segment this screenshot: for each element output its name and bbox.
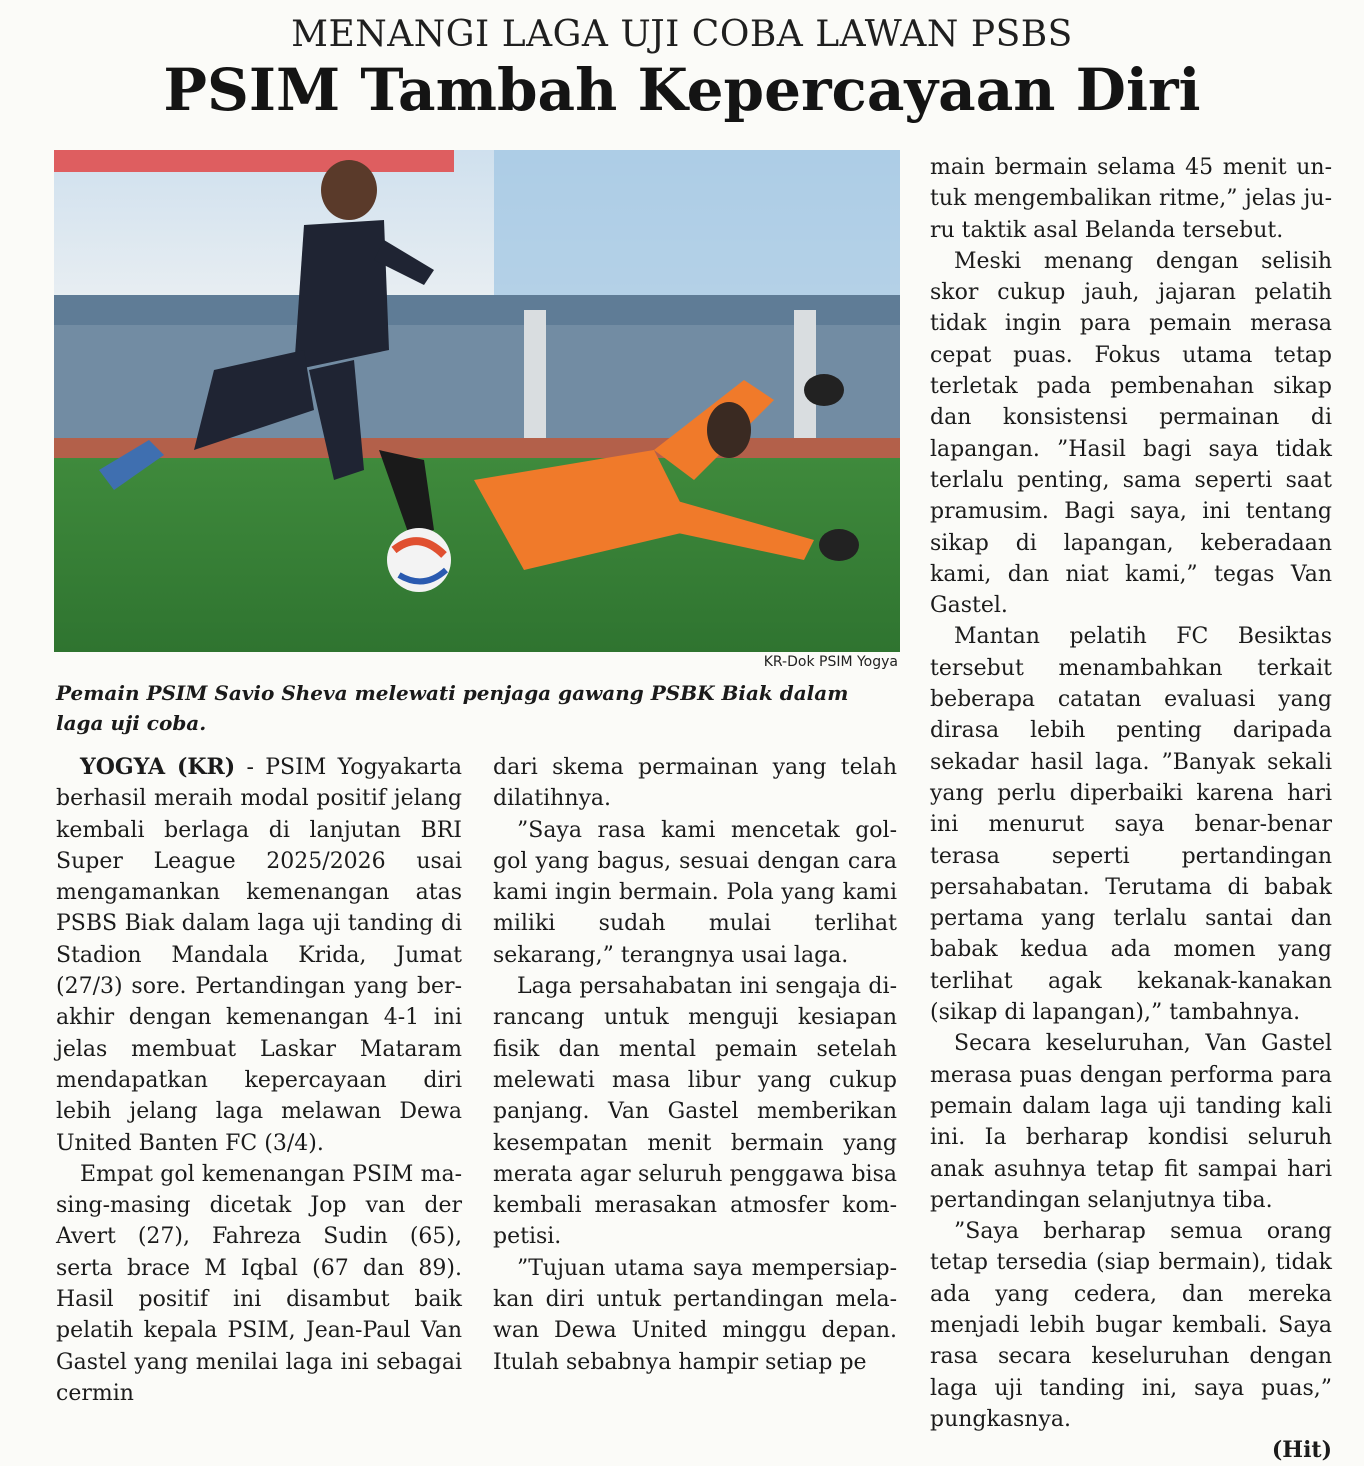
paragraph-4: ”Saya rasa kami mencetak gol-gol yang bagus, sesuai dengan cara kami ingin bermain. Pola yang kami miliki sudah mulai terlihat sekarang,” terangnya usai laga.: [493, 817, 897, 968]
kicker: MENANGI LAGA UJI COBA LAWAN PSBS: [291, 14, 1073, 55]
paragraph-10: Secara keseluruhan, Van Gastel merasa puas dengan performa para pemain dalam laga uji tanding kali ini. Ia berharap kondisi seluruh anak asuhnya tetap fit sampai hari pertandingan selanjutnya tiba.: [930, 1031, 1332, 1213]
paragraph-2: Empat gol kemenangan PSIM masing-masing dicetak Jop van der Avert (27), Fahreza Sudin (65), serta brace M Iqbal (67 dan 89). Hasil positif ini disambut baik pelatih kepala PSIM, Jean-Paul Van Gastel yang menilai laga ini sebagai cermin: [56, 1161, 462, 1406]
paragraph-5: Laga persahabatan ini sengaja dirancang untuk menguji kesiapan fisik dan mental pemain setelah melewati masa libur yang cukup panjang. Van Gastel memberikan kesempatan menit bermain yang merata agar seluruh penggawa bisa kembali merasakan atmosfer kompetisi.: [493, 974, 897, 1250]
paragraph-6: ”Tujuan utama saya mempersiapkan diri untuk pertandingan melawan Dewa United minggu depan. Itulah sebabnya hampir setiap pe: [493, 1255, 897, 1375]
article-column-3: [930, 152, 1332, 1466]
paragraph-7: main bermain selama 45 menit untuk mengembalikan ritme,” jelas juru taktik asal Belanda tersebut.: [930, 155, 1332, 243]
author-signature: (Hit): [1271, 1437, 1332, 1464]
article-column-2: [493, 752, 897, 1378]
dateline: YOGYA (KR): [80, 754, 236, 780]
article-column-1: [56, 752, 462, 1409]
headline: PSIM Tambah Kepercayaan Diri: [163, 56, 1201, 124]
paragraph-1-text: - PSIM Yogyakarta berhasil meraih modal positif jelang kembali berlaga di lanjutan BRI Super League 2025/2026 usai mengamankan kemenangan atas PSBS Biak dalam laga uji tanding di Stadion Mandala Krida, Jumat (27/3) sore. Pertandingan yang berakhir dengan kemenangan 4-1 ini jelas membuat Laskar Mataram mendapatkan kepercayaan diri lebih jelang laga melawan Dewa United Banten FC (3/4).: [56, 755, 462, 1156]
match-photo: [54, 150, 900, 652]
paragraph-1: [56, 752, 462, 1159]
paragraph-9: Mantan pelatih FC Besiktas tersebut menambahkan terkait beberapa catatan evaluasi yang dirasa lebih penting daripada sekadar hasil laga. ”Banyak sekali yang perlu diperbaiki karena hari ini menurut saya benar-benar terasa seperti pertandingan persahabatan. Terutama di babak pertama yang terlalu santai dan babak kedua ada momen yang terlihat agak kekanak-kanakan (sikap di lapangan),” tambahnya.: [930, 624, 1332, 1026]
paragraph-11: ”Saya berharap semua orang tetap tersedia (siap bermain), tidak ada yang cedera, dan mereka menjadi lebih bugar kembali. Saya rasa secara keseluruhan dengan laga uji tanding ini, saya puas,” pungkasnya.: [930, 1219, 1332, 1432]
photo-credit: KR-Dok PSIM Yogya: [763, 654, 898, 670]
photo-caption: Pemain PSIM Savio Sheva melewati penjaga gawang PSBK Biak dalam laga uji coba.: [56, 681, 849, 735]
paragraph-3: dari skema permainan yang telah dilatihnya.: [493, 755, 897, 812]
paragraph-8: Meski menang dengan selisih skor cukup jauh, jajaran pelatih tidak ingin para pemain merasa cepat puas. Fokus utama tetap terletak pada pembenahan sikap dan konsistensi permainan di lapangan. ”Hasil bagi saya tidak terlalu penting, sama seperti saat pramusim. Bagi saya, ini tentang sikap di lapangan, keberadaan kami, dan niat kami,” tegas Van Gastel.: [930, 248, 1332, 619]
